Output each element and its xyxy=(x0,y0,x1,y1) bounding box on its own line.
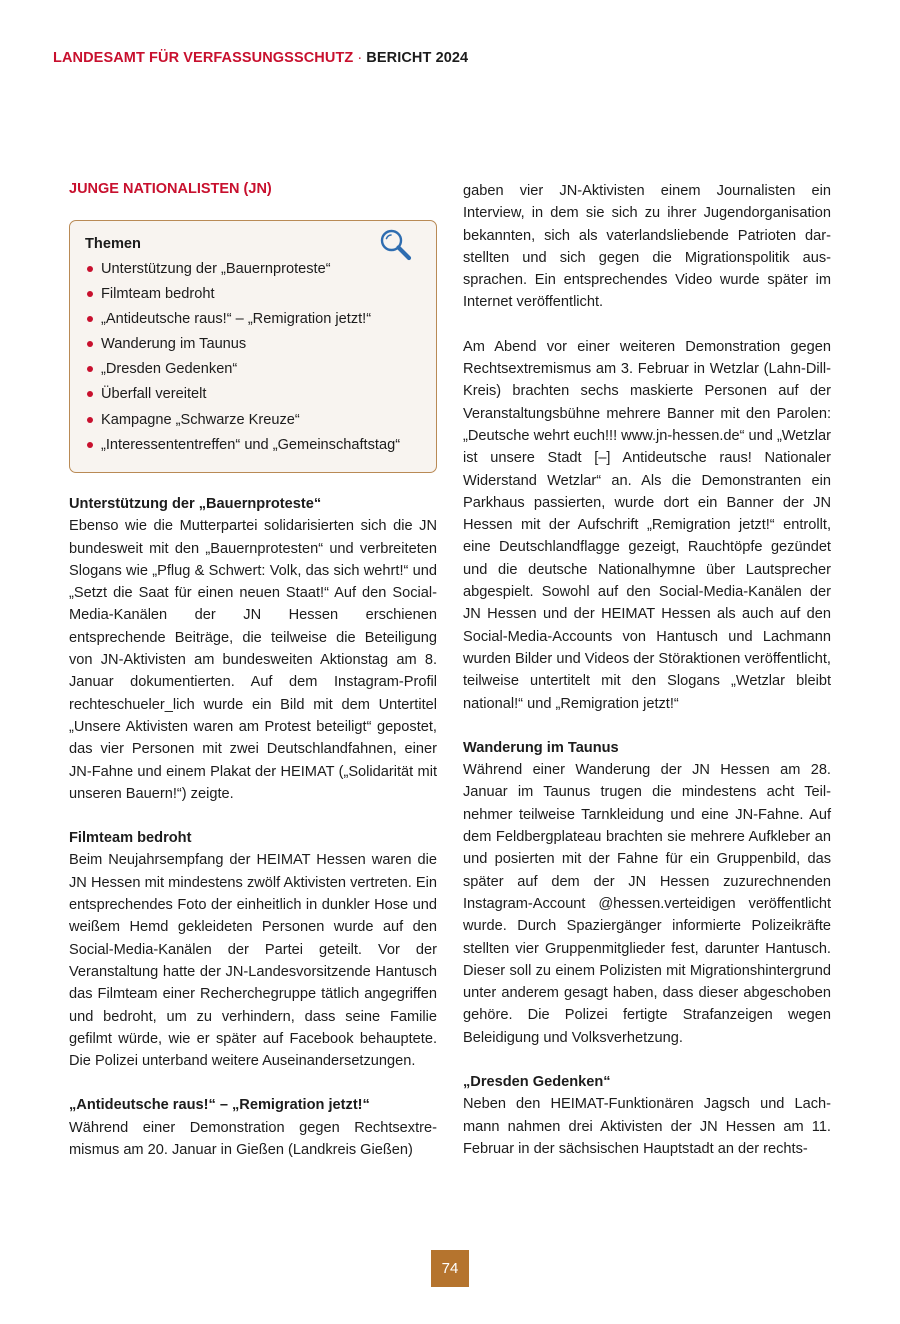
header-separator: · xyxy=(357,50,363,66)
page-number: 74 xyxy=(431,1250,469,1287)
paragraph-filmteam: Beim Neujahrsempfang der HEIMAT Hessen waren die JN Hessen mit mindestens zwölf Aktivisten vertreten. Ein entsprechendes Foto der einheitlich in dunkler Hose und weißem Hemd gekleideten Personen wurde auf den Social-Media-Kanälen der Partei geteilt. Vor der Veranstaltung hatte der JN-Landesvorsitzende Hantusch das Filmteam einer Recherchegruppe tätlich angegriffen und bedroht, um zu verhindern, dass seine Familie gefilmt würde, wie er später auf Facebook behauptete. Die Polizei unterband weitere Auseinandersetzungen. xyxy=(69,852,437,1070)
section-taunus xyxy=(463,737,831,1049)
header-report: BERICHT 2024 xyxy=(366,50,469,66)
themes-item: „Dresden Gedenken“ xyxy=(85,358,422,380)
subheading-antideutsche: „Antideutsche raus!“ – „Remigration jetzt!“ xyxy=(69,1097,370,1114)
paragraph-antideutsche: Während einer Demonstration gegen Rechtsextremismus am 20. Januar in Gießen (Landkreis Gießen) xyxy=(69,1119,437,1159)
themes-item: Überfall vereitelt xyxy=(85,383,422,405)
section-wetzlar xyxy=(463,336,831,715)
section-filmteam xyxy=(69,827,437,1072)
paragraph-bauernproteste: Ebenso wie die Mutterpartei solidarisierten sich die JN bundesweit mit den „Bauernprotesten“ und verbreiteten Slogans wie „Pflug & Schwert: Volk, das sich wehrt!“ und „Setzt die Saat für einen neuen Staat!“ Auf den Social-Media-Kanälen der JN Hessen erschienen entsprechende Beiträge, die teilweise die Beteiligung von JN-Aktivisten am bundesweiten Aktionstag am 8. Januar dokumentierten. Auf dem Instagram-Profil rechteschueler_lich wurde ein Bild mit dem Untertitel „Unsere Aktivisten waren am Protest beteiligt“ gepostet, das vier Personen mit zwei Deutschlandfahnen, einer JN-Fahne und einem Plakat der HEIMAT („Solidarität mit unseren Bauern!“) zeigte. xyxy=(69,518,437,802)
right-column xyxy=(463,180,831,1182)
section-dresden xyxy=(463,1071,831,1160)
themes-item: „Antideutsche raus!“ – „Remigration jetzt!“ xyxy=(85,308,422,330)
themes-list xyxy=(85,258,422,456)
section-continued xyxy=(463,180,831,314)
themes-item: Unterstützung der „Bauernproteste“ xyxy=(85,258,422,280)
section-bauernproteste xyxy=(69,493,437,805)
subheading-bauernproteste: Unterstützung der „Bauernproteste“ xyxy=(69,496,322,512)
subheading-filmteam: Filmteam bedroht xyxy=(69,830,192,847)
subheading-dresden: „Dresden Gedenken“ xyxy=(463,1073,611,1090)
paragraph-dresden: Neben den HEIMAT-Funktionären Jagsch und Lachmann nahmen drei Aktivisten der JN Hessen am 11. Februar in der sächsischen Hauptstadt an der rechts- xyxy=(463,1096,831,1157)
running-header xyxy=(53,50,468,66)
themes-item: Wanderung im Taunus xyxy=(85,333,422,355)
section-title: JUNGE NATIONALISTEN (JN) xyxy=(69,181,272,197)
subheading-taunus: Wanderung im Taunus xyxy=(463,739,619,756)
themes-box xyxy=(69,220,437,473)
themes-item: „Interessententreffen“ und „Gemeinschaftstag“ xyxy=(85,434,422,456)
themes-heading: Themen xyxy=(85,236,141,252)
section-antideutsche xyxy=(69,1094,437,1161)
left-column xyxy=(69,178,437,1183)
themes-item: Kampagne „Schwarze Kreuze“ xyxy=(85,409,422,431)
paragraph-interview: gaben vier JN-Aktivisten einem Journalisten ein Interview, in dem sie sich zu ihrer Jugendorganisation bekannten, sich als vaterlandsliebende Patrioten darstellten und sich gegen die Migrationspolitik aussprachen. Ein entsprechendes Video wurde später im Internet veröffentlicht. xyxy=(463,183,831,311)
themes-item: Filmteam bedroht xyxy=(85,283,422,305)
paragraph-wetzlar: Am Abend vor einer weiteren Demonstration gegen Rechtsextremismus am 3. Februar in Wetzlar (Lahn-Dill-Kreis) brachten sechs maskierte Personen auf der Veranstaltungsbühne mehrere Banner mit den Parolen: „Deutsche wehrt euch!!! www.jn-hessen.de“ und „Wetzlar ist unsere Stadt [–] Antideutsche raus! Nationaler Widerstand Wetzlar“ an. Als die Demonstranten ein Parkhaus passierten, wurde dort ein Banner der JN Hessen mit der Aufschrift „Remigration jetzt!“ entrollt, eine Deutschlandflagge gezeigt, Rauchtöpfe gezündet und die deutsche Nationalhymne über Lautsprecher abgespielt. Sowohl auf den Social-Media-Kanälen der JN Hessen und der HEIMAT Hessen als auch auf den Social-Media-Accounts von Hantusch und Lachmann wurden Bilder und Videos der Störaktionen veröffentlicht, teilweise untertitelt mit den Slogans „Wetzlar bleibt national!“ und „Remigration jetzt!“ xyxy=(463,338,831,712)
paragraph-taunus: Während einer Wanderung der JN Hessen am 28. Januar im Taunus trugen die mindestens acht Teilnehmer teilweise Tarnkleidung und eine JN-Fahne. Auf dem Feldbergplateau brachten sie mehrere Aufkleber an und posierten mit der Fahne für ein Gruppenbild, das später auf dem der JN Hessen zuzurechnenden Instagram-Account @hessen.verteidigen veröffentlicht wurde. Durch Spaziergänger informierte Polizeikräfte stellten vier Gruppenmitglieder fest, darunter Hantusch. Dieser soll zu einem Polizisten mit Migrationshintergrund unter anderem gesagt haben, dass dieser abgeschoben gehöre. Die Polizei fertigte Strafanzeigen wegen Beleidigung und Volksverhetzung. xyxy=(463,762,831,1046)
header-org: LANDESAMT FÜR VERFASSUNGSSCHUTZ xyxy=(53,50,354,66)
